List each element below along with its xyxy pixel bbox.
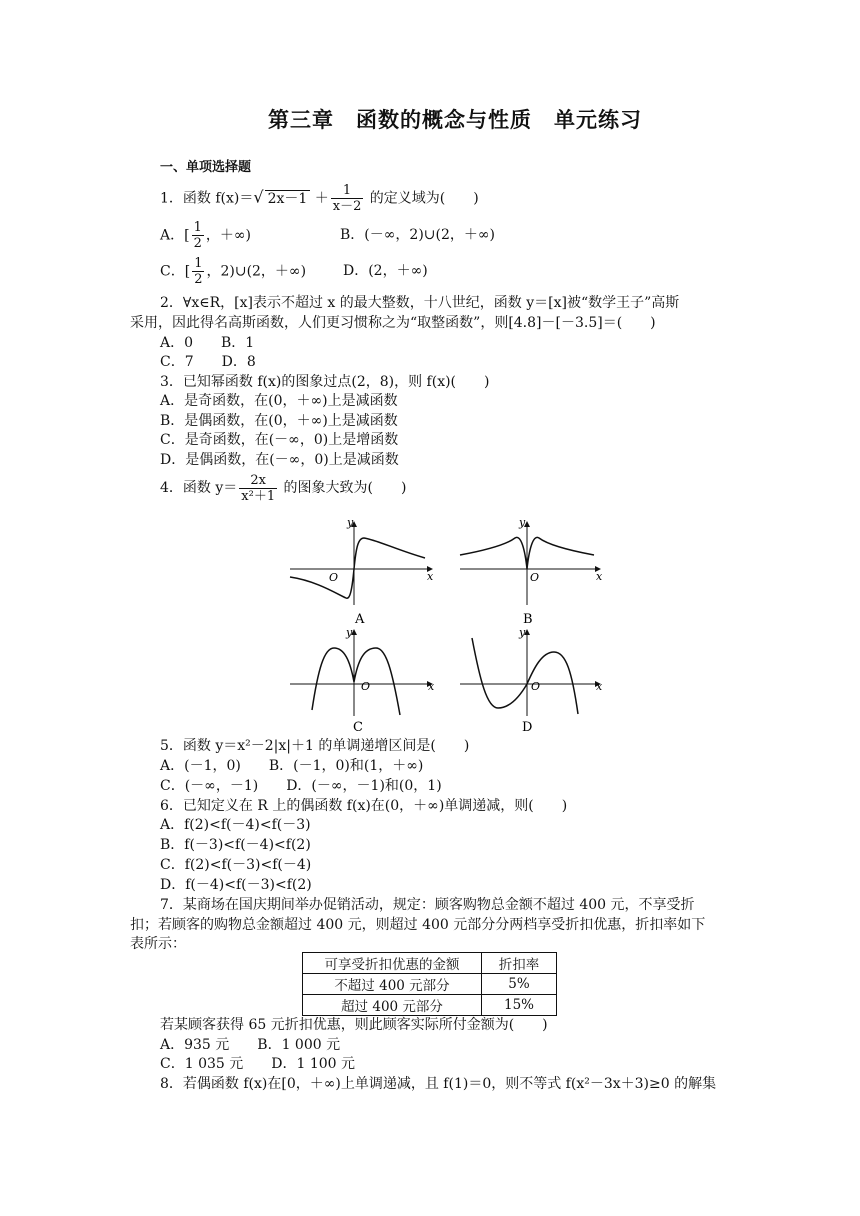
q1-option-c-fraction (192, 256, 204, 287)
q1-prefix: 1．函数 f(x)＝ (160, 190, 254, 207)
q6-option-c: C．f(2)<f(－3)<f(－4) (160, 857, 312, 873)
q4-suffix: 的图象大致为( ) (279, 480, 407, 496)
graph-a-curve (290, 538, 425, 598)
question-7-line-3: 表所示： (130, 936, 186, 952)
q1-option-a-fraction (192, 220, 204, 251)
graph-c-x-label: x (428, 680, 435, 693)
q3-option-a: A．是奇函数，在(0，＋∞)上是减函数 (160, 393, 398, 409)
sqrt-icon: √ (253, 187, 264, 207)
q1-plus: ＋ (314, 190, 329, 207)
q6-option-d: D．f(－4)<f(－3)<f(2) (160, 877, 312, 893)
q7-options-ab: A．935 元 B．1 000 元 (160, 1037, 341, 1053)
q2-options-ab: A．0 B．1 (160, 335, 255, 351)
q1-frac-den: x－2 (332, 199, 362, 214)
q6-option-a: A．f(2)<f(－4)<f(－3) (160, 817, 311, 833)
table-cell: 超过 400 元部分 (303, 995, 482, 1016)
table-row (303, 995, 557, 1016)
graph-d-y-label: y (519, 626, 526, 639)
question-4-stem (160, 472, 406, 504)
q1-option-c-den: 2 (194, 272, 203, 287)
q1-frac-num: 1 (331, 183, 364, 199)
table-header-amount: 可享受折扣优惠的金额 (303, 953, 482, 974)
q1-option-c-suffix: ，2)∪(2，＋∞) (206, 263, 307, 280)
q1-option-c-num: 1 (194, 256, 203, 271)
q3-option-c: C．是奇函数，在(－∞，0)上是增函数 (160, 432, 399, 448)
graph-c-curve (312, 648, 400, 715)
table-row (303, 974, 557, 995)
q1-radicand: 2x－1 (265, 190, 311, 207)
q1-option-c-prefix: C．[ (160, 263, 191, 280)
table-header-rate: 折扣率 (482, 953, 557, 974)
graph-b (460, 516, 603, 627)
graph-d-label: D (522, 720, 533, 735)
table-cell: 5% (482, 974, 557, 995)
q5-options-ab: A．(－1，0) B．(－1，0)和(1，＋∞) (160, 758, 424, 774)
q1-fraction (331, 183, 364, 214)
q4-prefix: 4．函数 y＝ (160, 480, 238, 496)
question-7-line-2: 扣；若顾客的购物总金额超过 400 元，则超过 400 元部分分两档享受折扣优惠，折扣率如下 (130, 917, 706, 933)
q3-option-d: D．是偶函数，在(－∞，0)上是减函数 (160, 452, 399, 468)
question-3-stem: 3．已知幂函数 f(x)的图象过点(2，8)，则 f(x)( ) (160, 374, 490, 390)
graph-c-label: C (353, 720, 363, 735)
question-5-stem: 5．函数 y＝x²－2|x|＋1 的单调递增区间是( ) (160, 738, 470, 754)
graph-b-x-label: x (596, 570, 603, 583)
q4-fraction (239, 473, 277, 504)
question-2-line-1: 2．∀x∈R，[x]表示不超过 x 的最大整数，十八世纪，函数 y＝[x]被“数学王子”高斯 (160, 295, 680, 311)
q5-options-cd: C．(－∞，－1) D．(－∞，－1)和(0，1) (160, 778, 442, 794)
graph-a-x-label: x (427, 570, 434, 583)
graph-a (290, 516, 434, 627)
q1-option-a-prefix: A．[ (160, 227, 190, 244)
graph-a-label: A (355, 612, 365, 627)
q1-suffix: 的定义域为( ) (365, 190, 479, 207)
q4-frac-den: x²＋1 (241, 488, 276, 504)
discount-table (302, 952, 557, 1016)
question-6-stem: 6．已知定义在 R 上的偶函数 f(x)在(0，＋∞)单调递减，则( ) (160, 798, 568, 814)
graph-a-origin: O (329, 571, 339, 584)
q1-option-d: D．(2，＋∞) (343, 263, 428, 279)
graph-c (290, 626, 435, 735)
question-2-line-2: 采用，因此得名高斯函数，人们更习惯称之为“取整函数”，则[4.8]－[－3.5]＝( ) (130, 315, 656, 331)
graph-b-label: B (523, 612, 533, 627)
q4-frac-num: 2x (239, 473, 277, 489)
graph-d-origin: O (531, 680, 541, 693)
q1-option-c (160, 256, 306, 287)
q1-option-a-suffix: ，＋∞) (205, 227, 251, 244)
q3-option-b: B．是偶函数，在(0，＋∞)上是减函数 (160, 413, 398, 429)
table-cell: 不超过 400 元部分 (303, 974, 482, 995)
q1-option-a (160, 220, 251, 251)
question-1-stem (160, 183, 479, 214)
question-8-line-1: 8．若偶函数 f(x)在[0，＋∞)上单调递减，且 f(1)＝0，则不等式 f(x²－3x＋3)≥0 的解集 (160, 1076, 717, 1092)
question-7-line-1: 7．某商场在国庆期间举办促销活动，规定：顾客购物总金额不超过 400 元，不享受折 (160, 897, 695, 913)
graph-b-y-label: y (519, 516, 526, 529)
q4-graph-figure (282, 510, 612, 740)
q2-options-cd: C．7 D．8 (160, 354, 256, 370)
graph-d-curve (472, 638, 578, 714)
graph-c-y-label: y (346, 626, 353, 639)
graph-d (460, 626, 603, 735)
graph-d-x-label: x (596, 680, 603, 693)
q7-options-cd: C．1 035 元 D．1 100 元 (160, 1056, 355, 1072)
question-7-line-4: 若某顾客获得 65 元折扣优惠，则此顾客实际所付金额为( ) (160, 1017, 548, 1033)
q1-option-a-num: 1 (193, 220, 202, 235)
graph-a-y-label: y (347, 516, 354, 529)
table-cell: 15% (482, 995, 557, 1016)
q1-option-b: B．(－∞，2)∪(2，＋∞) (340, 227, 496, 243)
table-header-row (303, 953, 557, 974)
q6-option-b: B．f(－3)<f(－4)<f(2) (160, 837, 311, 853)
section-heading: 一、单项选择题 (160, 160, 252, 175)
graph-c-origin: O (361, 680, 371, 693)
q1-option-a-den: 2 (193, 236, 202, 251)
graph-b-origin: O (530, 571, 540, 584)
page-title: 第三章 函数的概念与性质 单元练习 (268, 108, 642, 132)
